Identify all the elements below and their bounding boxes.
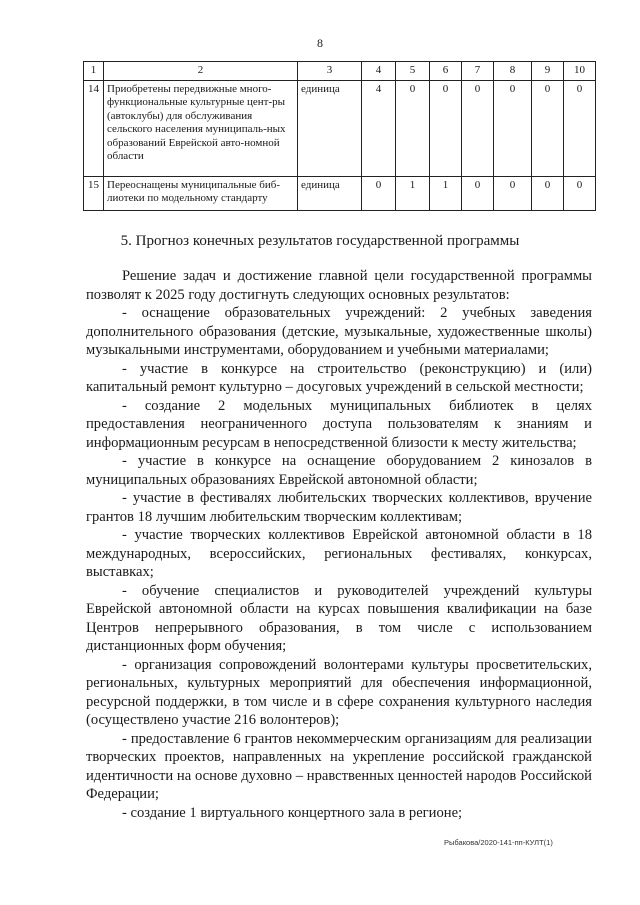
indicators-table — [83, 61, 596, 211]
list-item: - участие в конкурсе на оснащение оборудованием 2 кинозалов в муниципальных образованиях Еврейской автономной области; — [86, 453, 592, 488]
row-number: 15 — [84, 176, 104, 210]
list-item: - оснащение образовательных учреждений: 2 учебных заведения дополнительного образования (детские, музыкальные, художественные школы) музыкальными инструментами, оборудованием и учебными материалами; — [86, 305, 592, 358]
list-item: - предоставление 6 грантов некоммерческим организациям для реализации творческих проектов, направленных на укрепление российской гражданской идентичности на основе духовно – нравственных ценностей народов Российской Федерации; — [86, 730, 592, 802]
table-header-cell: 10 — [564, 62, 596, 81]
row-value: 0 — [430, 80, 462, 176]
table-row — [84, 176, 596, 210]
table-header-cell: 1 — [84, 62, 104, 81]
table-header-cell: 4 — [362, 62, 396, 81]
table-header-cell: 3 — [298, 62, 362, 81]
row-value: 0 — [532, 176, 564, 210]
row-number: 14 — [84, 80, 104, 176]
list-item: - участие в фестивалях любительских творческих коллективов, вручение грантов 18 лучшим любительским творческим коллективам; — [86, 490, 592, 525]
row-value: 0 — [462, 176, 494, 210]
row-unit: единица — [298, 80, 362, 176]
row-value: 1 — [430, 176, 462, 210]
row-value: 0 — [494, 80, 532, 176]
list-item: - создание 2 модельных муниципальных библиотек в целях предоставления неограниченного доступа пользователям к знаниям и информационным ресурсам в непосредственной близости к месту жительства; — [86, 397, 592, 451]
paragraph: Решение задач и достижение главной цели государственной программы позволят к 2025 году достигнуть следующих основных результатов: — [86, 268, 592, 303]
body-text — [86, 267, 592, 822]
row-value: 0 — [396, 80, 430, 176]
table-header-row — [84, 62, 596, 81]
row-indicator-name: Приобретены передвижные много-функциональные культурные цент-ры (автоклубы) для обслуживания сельского населения муниципаль-ных образований Еврейской авто-номной области — [104, 80, 298, 176]
list-item: - обучение специалистов и руководителей учреждений культуры Еврейской автономной области на курсах повышения квалификации на базе Центров непрерывного образования, в том числе с использованием дистанционных форм обучения; — [86, 582, 592, 654]
row-value: 0 — [564, 80, 596, 176]
table-header-cell: 9 — [532, 62, 564, 81]
table-header-cell: 7 — [462, 62, 494, 81]
table-row — [84, 80, 596, 176]
list-item: - участие творческих коллективов Еврейской автономной области в 18 международных, всероссийских, региональных фестивалях, конкурсах, выставках; — [86, 527, 592, 580]
table-header-cell: 2 — [104, 62, 298, 81]
page-number: 8 — [317, 36, 323, 50]
row-value: 0 — [532, 80, 564, 176]
row-value: 0 — [494, 176, 532, 210]
table-header-cell: 8 — [494, 62, 532, 81]
list-item: - участие в конкурсе на строительство (реконструкцию) и (или) капитальный ремонт культурно – досуговых учреждений в сельской местности; — [86, 360, 592, 395]
section-title: 5. Прогноз конечных результатов государственной программы — [120, 233, 520, 249]
table-header-cell: 6 — [430, 62, 462, 81]
row-unit: единица — [298, 176, 362, 210]
row-value: 0 — [462, 80, 494, 176]
document-code: Рыбакова/2020-141-пп-КУЛТ(1) — [444, 838, 553, 847]
list-item: - организация сопровождений волонтерами культуры просветительских, региональных, культурных мероприятий для обеспечения информационной, ресурсной поддержки, в том числе и в сфере сохранения культурного наследия (осуществлено участие 216 волонтеров); — [86, 656, 592, 728]
row-value: 0 — [362, 176, 396, 210]
row-value: 0 — [564, 176, 596, 210]
row-value: 4 — [362, 80, 396, 176]
row-value: 1 — [396, 176, 430, 210]
list-item: - создание 1 виртуального концертного зала в регионе; — [122, 804, 463, 821]
table-header-cell: 5 — [396, 62, 430, 81]
row-indicator-name: Переоснащены муниципальные биб-лиотеки по модельному стандарту — [104, 176, 298, 210]
